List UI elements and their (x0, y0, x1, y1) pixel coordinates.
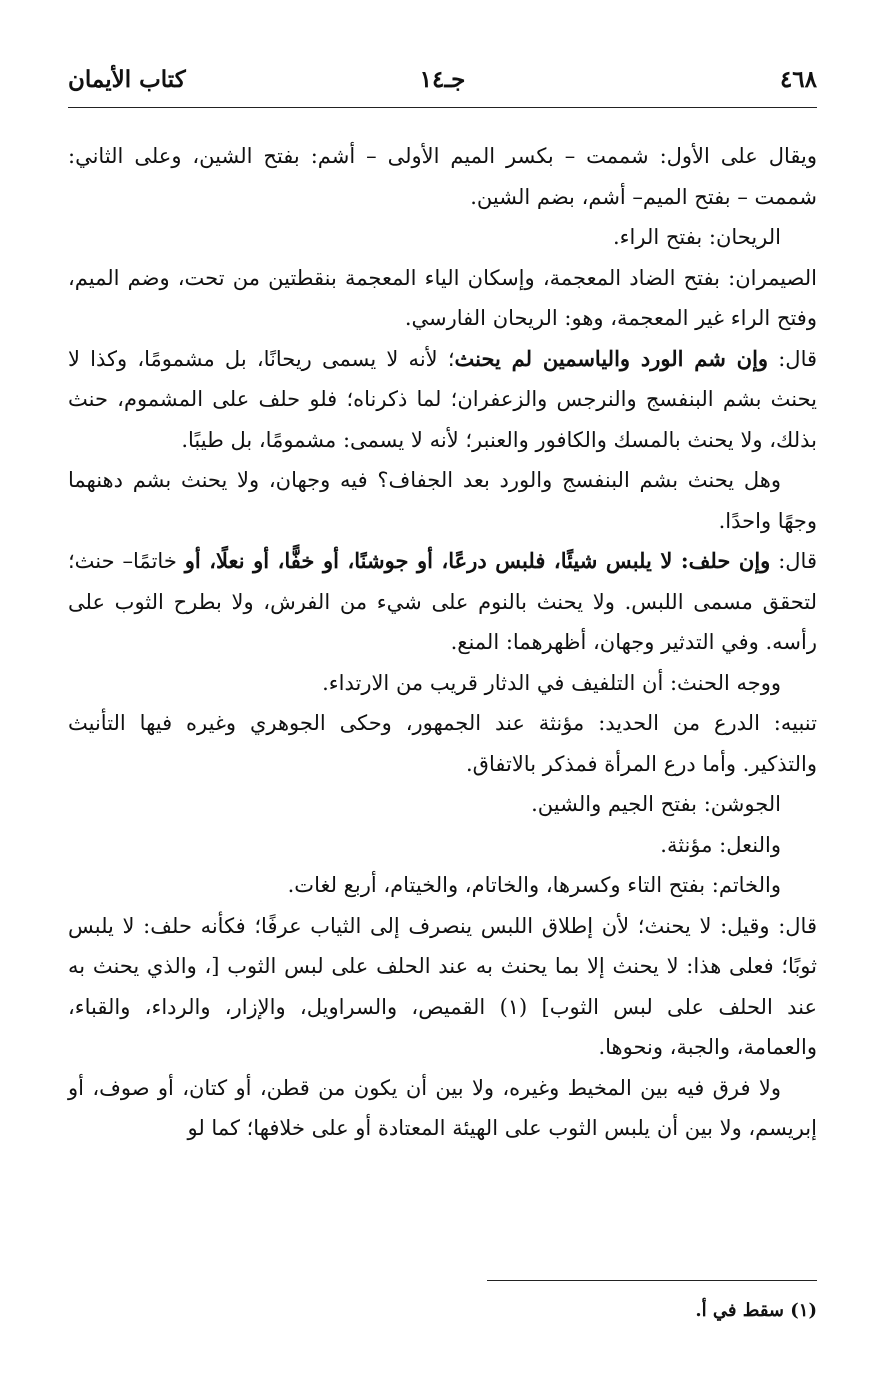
text-segment: الصيمران: بفتح الضاد المعجمة، وإسكان الياء المعجمة بنقطتين من تحت، وضم الميم، وفتح الراء غير المعجمة، وهو: الريحان الفارسي. (68, 265, 817, 330)
text-segment: والخاتم: بفتح التاء وكسرها، والخاتام، والخيتام، أربع لغات. (287, 873, 781, 897)
text-segment: قال: (770, 549, 817, 573)
volume-number: جـ١٤ (419, 66, 466, 93)
text-segment: خاتمًا– حنث؛ لتحقق مسمى اللبس. ولا يحنث بالنوم على شيء من الفرش، ولا بطرح الثوب على رأسه. وفي التدثير وجهان، أظهرهما: المنع. (68, 549, 817, 654)
page-number: ٤٦٨ (779, 66, 817, 93)
paragraph (68, 217, 817, 258)
header-divider (68, 107, 817, 108)
footnote: (١) سقط في أ. (695, 1300, 817, 1321)
paragraph (68, 136, 817, 217)
text-segment: قال: (768, 346, 817, 371)
text-segment: والنعل: مؤنثة. (660, 832, 781, 857)
footnote-divider (487, 1280, 817, 1281)
paragraph (68, 258, 817, 339)
bold-text-segment: وإن شم الورد والياسمين لم يحنث (454, 345, 769, 371)
paragraph (68, 906, 817, 1068)
text-segment: الجوشن: بفتح الجيم والشين. (531, 792, 781, 816)
paragraph (68, 460, 817, 541)
text-segment: ويقال على الأول: شممت – بكسر الميم الأولى – أشم: بفتح الشين، وعلى الثاني: شممت – بفتح الميم– أشم، بضم الشين. (68, 144, 817, 209)
text-segment: تنبيه: الدرع من الحديد: مؤنثة عند الجمهور، وحكى الجوهري وغيره فيها التأنيث والتذكير. وأما درع المرأة فمذكر بالاتفاق. (68, 711, 817, 776)
paragraph (68, 1068, 817, 1149)
paragraph (68, 339, 817, 461)
book-title: كتاب الأيمان (68, 66, 186, 93)
paragraph (68, 703, 817, 784)
text-segment: قال: وقيل: لا يحنث؛ لأن إطلاق اللبس ينصرف إلى الثياب عرفًا؛ فكأنه حلف: لا يلبس ثوبًا؛ فعلى هذا: لا يحنث إلا بما يحنث به عند الحلف على لبس الثوب [، والذي يحنث به عند الحلف على لبس الثوب] (١) القميص، والسراويل، والإزار، والرداء، والقباء، والعمامة، والجبة، ونحوها. (68, 913, 817, 1059)
main-text (68, 136, 817, 1149)
paragraph (68, 541, 817, 663)
text-segment: ووجه الحنث: أن التلفيف في الدثار قريب من الارتداء. (322, 670, 781, 695)
text-segment: الريحان: بفتح الراء. (612, 225, 781, 249)
text-segment: وهل يحنث بشم البنفسج والورد بعد الجفاف؟ فيه وجهان، ولا يحنث بشم دهنهما وجهًا واحدًا. (68, 468, 817, 533)
paragraph (68, 865, 817, 906)
text-segment: ؛ لأنه لا يسمى ريحانًا، بل مشمومًا، وكذا لا يحنث بشم البنفسج والنرجس والزعفران؛ لما ذكرناه؛ فلو حلف على المشموم، حنث بذلك، ولا يحنث بالمسك والكافور والعنبر؛ لأنه لا يسمى: مشمومًا، بل طيبًا. (68, 346, 817, 452)
paragraph (68, 825, 817, 866)
text-segment: ولا فرق فيه بين المخيط وغيره، ولا بين أن يكون من قطن، أو كتان، أو صوف، أو إبريسم، ولا بين أن يلبس الثوب على الهيئة المعتادة أو على خلافها؛ كما لو (68, 1075, 817, 1140)
page-header (68, 66, 817, 106)
paragraph (68, 784, 817, 825)
paragraph (68, 663, 817, 704)
bold-text-segment: وإن حلف: لا يلبس شيئًا، فلبس درعًا، أو جوشنًا، أو خفًّا، أو نعلًا، أو (184, 548, 771, 573)
